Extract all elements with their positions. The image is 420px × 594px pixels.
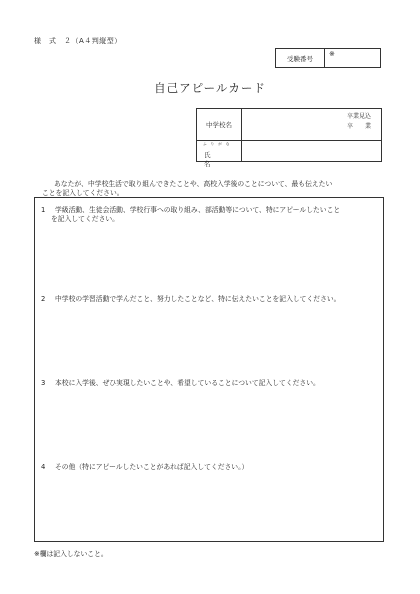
name-field[interactable] [242, 140, 381, 162]
page-title: 自己アピールカード [154, 81, 266, 95]
question-3-number: 3 [41, 379, 46, 387]
instructions [42, 180, 382, 198]
furigana-label: ふ り が な [203, 142, 231, 146]
question-2-number: 2 [41, 295, 46, 303]
graduated-option[interactable]: 卒 業 [346, 123, 371, 130]
question-1-number: 1 [41, 206, 46, 214]
school-label-cell [197, 109, 242, 140]
graduation-status [347, 112, 371, 132]
question-1 [41, 206, 371, 224]
name-label: 氏 名 [204, 151, 229, 168]
graduation-expected-option[interactable]: 卒業見込 [346, 113, 371, 120]
instructions-line-1: あなたが、中学校生活で取り組んできたことや、高校入学後のことについて、最も伝えたい [54, 180, 333, 188]
question-1-text-line-2: を記入してください。 [51, 215, 119, 223]
student-info-table [196, 108, 382, 168]
question-4-number: 4 [41, 463, 46, 471]
question-2-text: 中学校の学習活動で学んだこと、努力したことなど、特に伝えたいことを記入してください。 [55, 295, 341, 303]
question-3-text: 本校に入学後、ぜひ実現したいことや、希望していることについて記入してください。 [55, 379, 320, 387]
instructions-line-2: ことを記入してください。 [42, 189, 124, 197]
question-4 [41, 463, 371, 472]
office-use-mark: ※ [329, 50, 335, 58]
name-row [197, 140, 381, 168]
school-label: 中学校名 [206, 121, 232, 129]
question-4-text: その他（特にアピールしたいことがあれば記入してください。） [55, 463, 249, 471]
form-number-label: 様 式 ２（A４判縦型） [34, 37, 122, 45]
question-3 [41, 379, 371, 388]
exam-number-field[interactable] [325, 49, 380, 67]
footnote: ※欄は記入しないこと。 [34, 550, 108, 558]
exam-number-box [275, 48, 381, 68]
question-2 [41, 295, 371, 304]
name-label-cell [197, 140, 242, 168]
school-name-field[interactable] [242, 109, 381, 140]
school-row [197, 109, 381, 141]
question-1-text-line-1: 学級活動、生徒会活動、学校行事への取り組み、部活動等について、特にアピールしたいこと [55, 206, 341, 214]
exam-number-label: 受験番号 [276, 49, 325, 67]
appeal-writing-area[interactable] [34, 197, 384, 542]
